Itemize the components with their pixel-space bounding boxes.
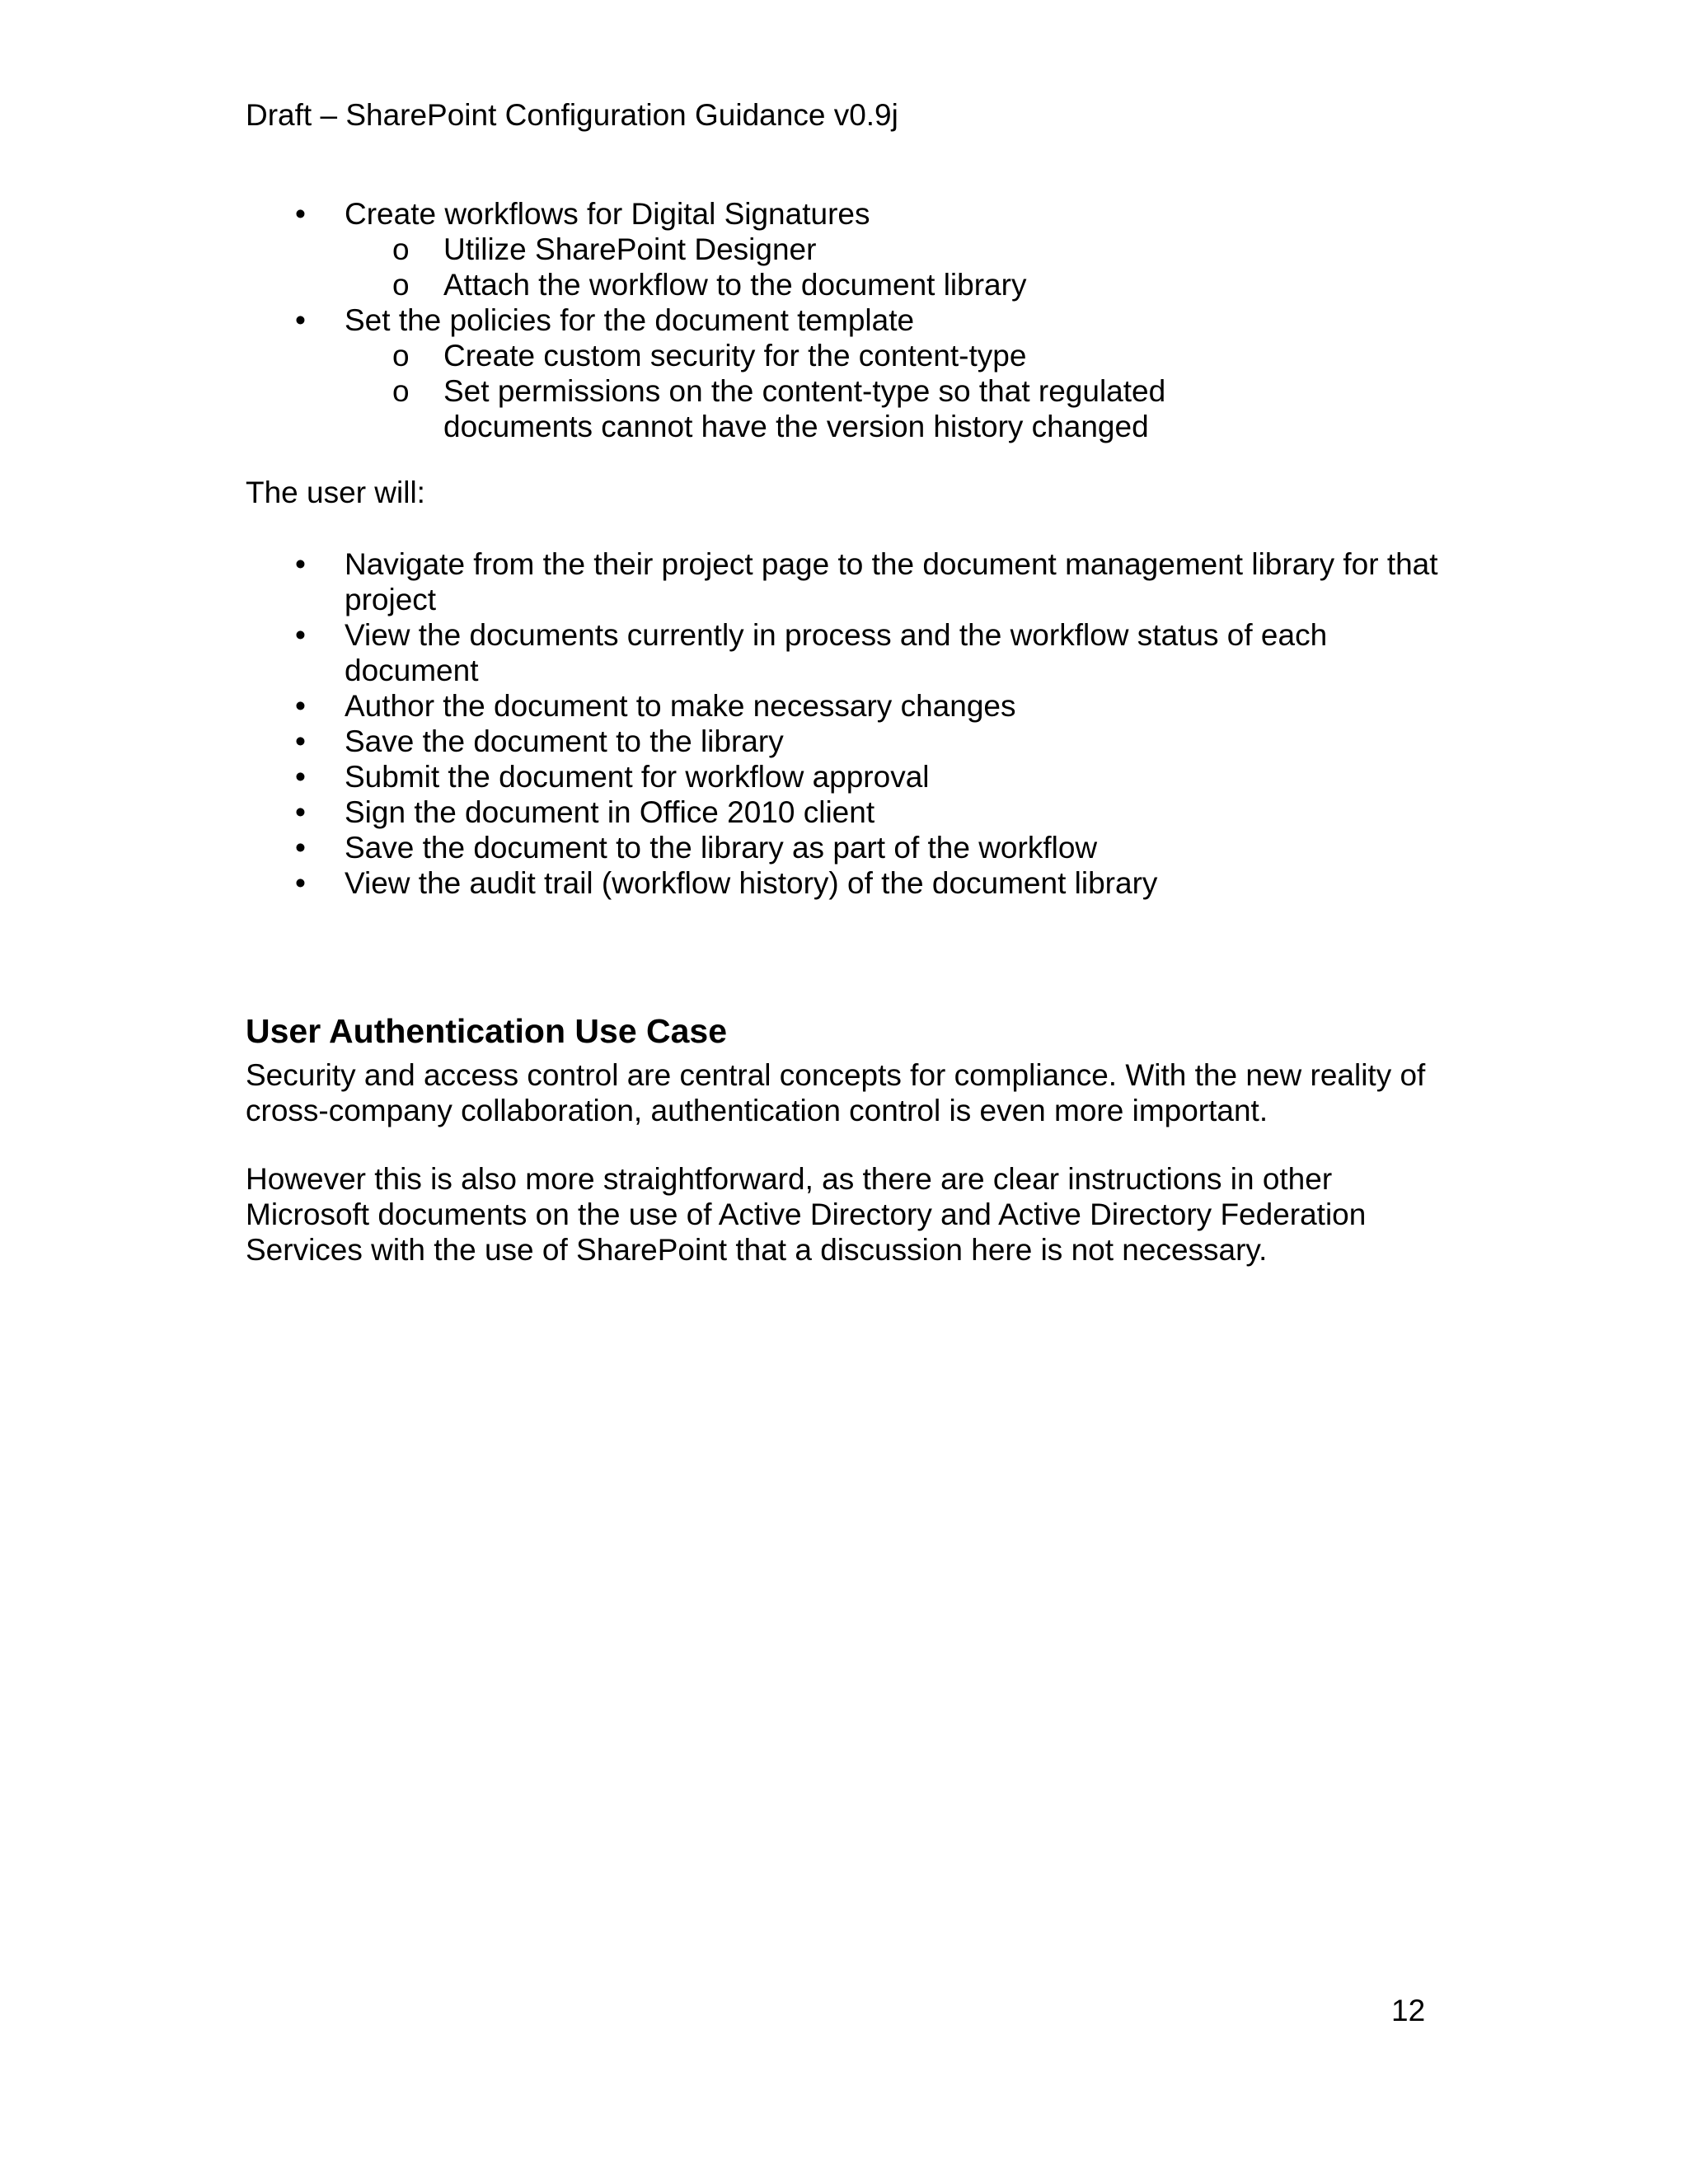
sub-list-item-text: Set permissions on the content-type so that regulated documents cannot have the version history changed <box>443 374 1166 443</box>
bullet-icon: • <box>295 303 306 337</box>
list-item <box>246 759 1465 794</box>
sub-bullet-icon: o <box>392 232 410 266</box>
sub-list-item <box>345 232 1449 267</box>
admin-task-list <box>246 196 1449 444</box>
bullet-icon: • <box>295 866 306 900</box>
page-number: 12 <box>1391 1994 1426 2027</box>
list-item-text: Save the document to the library <box>345 724 784 758</box>
sub-list-item <box>345 373 1284 444</box>
list-item-text: Set the policies for the document template <box>345 303 915 337</box>
list-item <box>246 688 1465 724</box>
paragraph: However this is also more straightforward, as there are clear instructions in other Microsoft documents on the use of Active Directory and Active Directory Federation Services with the use of SharePoint that a discussion here is not necessary. <box>246 1162 1367 1267</box>
sub-list-item-text: Attach the workflow to the document library <box>443 268 1027 302</box>
user-task-list <box>246 546 1449 901</box>
sub-list-item-text: Utilize SharePoint Designer <box>443 232 817 266</box>
section-heading: User Authentication Use Case <box>246 1012 728 1050</box>
bullet-icon: • <box>295 724 306 758</box>
list-item-text: Save the document to the library as part of the workflow <box>345 831 1098 865</box>
list-item-text: Author the document to make necessary changes <box>345 689 1016 723</box>
list-item <box>246 724 1465 759</box>
list-item <box>246 830 1465 865</box>
list-item-text: Navigate from the their project page to the document management library for that project <box>345 547 1438 616</box>
bullet-icon: • <box>295 197 306 231</box>
bullet-icon: • <box>295 618 306 652</box>
bullet-icon: • <box>295 760 306 794</box>
list-item <box>246 794 1465 830</box>
sub-bullet-icon: o <box>392 339 410 373</box>
list-item <box>246 196 1449 302</box>
list-item <box>246 302 1449 444</box>
list-item-text: Sign the document in Office 2010 client <box>345 795 875 829</box>
list-item <box>246 617 1383 688</box>
list-item <box>246 865 1465 901</box>
user-intro: The user will: <box>246 476 425 509</box>
sub-list-item <box>345 267 1449 302</box>
sub-list-item <box>345 338 1449 373</box>
paragraph: Security and access control are central concepts for compliance. With the new reality of cross-company collaboration, authentication control is even more important. <box>246 1058 1426 1127</box>
list-item-text: Submit the document for workflow approval <box>345 760 930 794</box>
sub-bullet-icon: o <box>392 268 410 302</box>
sub-list-item-text: Create custom security for the content-type <box>443 339 1027 373</box>
sub-bullet-icon: o <box>392 374 410 408</box>
bullet-icon: • <box>295 831 306 865</box>
list-item <box>246 546 1465 617</box>
bullet-icon: • <box>295 795 306 829</box>
list-item-text: Create workflows for Digital Signatures <box>345 197 870 231</box>
page-header: Draft – SharePoint Configuration Guidance v0.9j <box>246 98 898 132</box>
list-item-text: View the documents currently in process and the workflow status of each document <box>345 618 1328 687</box>
list-item-text: View the audit trail (workflow history) of the document library <box>345 866 1158 900</box>
bullet-icon: • <box>295 689 306 723</box>
bullet-icon: • <box>295 547 306 581</box>
